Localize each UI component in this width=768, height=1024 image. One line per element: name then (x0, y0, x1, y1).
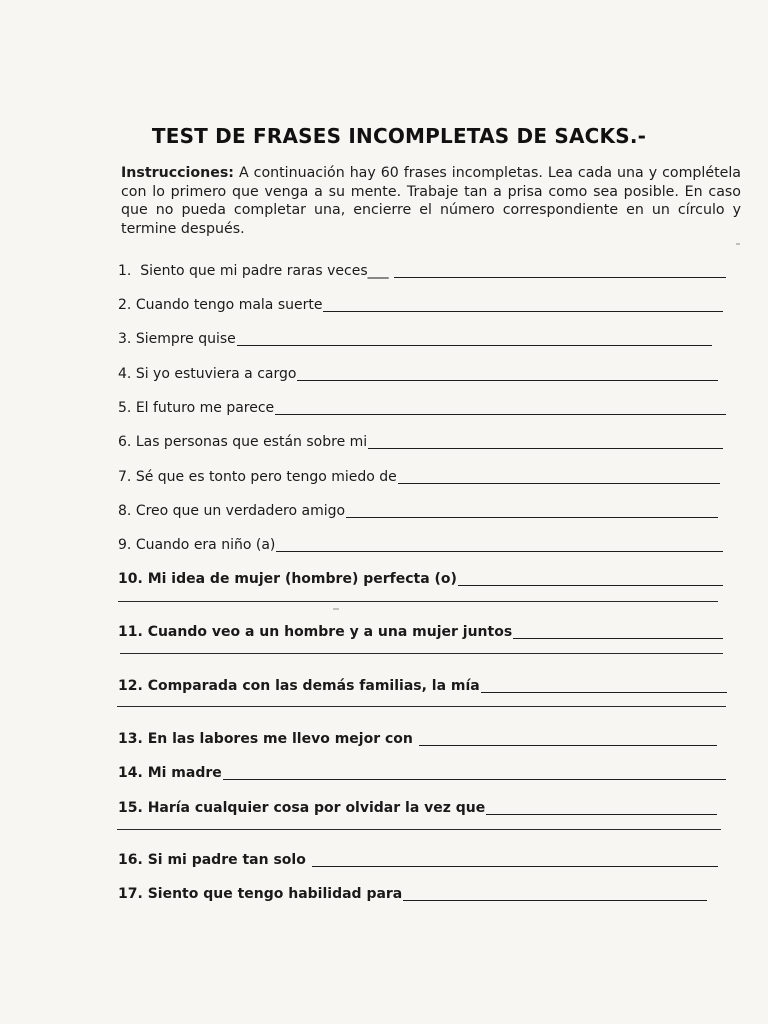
item-number: 9. (118, 537, 136, 553)
item-number: 11. (118, 624, 148, 640)
answer-line[interactable] (297, 380, 718, 381)
item-prompt: El futuro me parece (135, 400, 275, 416)
item-prompt: En las labores me llevo mejor con (147, 731, 418, 747)
answer-line[interactable] (486, 814, 717, 815)
item-number: 14. (118, 765, 148, 781)
answer-line[interactable] (398, 483, 720, 484)
answer-line[interactable] (419, 745, 717, 746)
item-prompt: Comparada con las demás familias, la mía (147, 678, 480, 694)
item-prompt: Cuando veo a un hombre y a una mujer juntos (147, 624, 513, 640)
item-prompt: Si yo estuviera a cargo (135, 366, 297, 382)
item-prompt: Creo que un verdadero amigo (135, 503, 346, 519)
answer-line[interactable] (394, 277, 726, 278)
instructions-lead: Instrucciones: (121, 165, 234, 181)
item-prompt: Si mi padre tan solo (147, 852, 311, 868)
item-number: 3. (118, 331, 136, 347)
item-prompt: Siento que tengo habilidad para (147, 886, 403, 902)
sentence-item-15 (118, 795, 717, 817)
sentence-item-5 (118, 395, 726, 417)
sentence-item-4 (118, 361, 718, 383)
answer-line[interactable] (276, 551, 723, 552)
item-prompt: Siento que mi padre raras veces___ (140, 263, 394, 279)
answer-line-continuation[interactable] (117, 829, 721, 830)
sentence-item-7 (118, 464, 720, 486)
sentence-item-6 (118, 429, 723, 451)
answer-line-continuation[interactable] (120, 653, 723, 654)
sentence-item-10 (118, 566, 723, 588)
sentence-item-11 (118, 619, 723, 641)
answer-line[interactable] (458, 585, 723, 586)
sentence-item-14 (118, 760, 726, 782)
item-number: 15. (118, 800, 148, 816)
answer-line[interactable] (346, 517, 718, 518)
sentence-item-9 (118, 532, 723, 554)
sentence-item-12 (118, 673, 727, 695)
item-prompt: Sé que es tonto pero tengo miedo de (135, 469, 397, 485)
answer-line[interactable] (237, 345, 712, 346)
item-prompt: Cuando era niño (a) (135, 537, 276, 553)
item-number: 7. (118, 469, 136, 485)
item-number: 10. (118, 571, 148, 587)
item-prompt: Las personas que están sobre mi (135, 434, 368, 450)
item-number: 5. (118, 400, 136, 416)
item-number: 12. (118, 678, 148, 694)
scan-speck (333, 608, 339, 610)
answer-line[interactable] (403, 900, 707, 901)
item-number: 2. (118, 297, 136, 313)
item-prompt: Haría cualquier cosa por olvidar la vez que (147, 800, 486, 816)
sentence-item-1 (118, 258, 726, 280)
sentence-item-16 (118, 847, 718, 869)
answer-line[interactable] (275, 414, 726, 415)
item-number: 1. (118, 263, 141, 279)
instructions-paragraph (121, 164, 741, 238)
sentence-item-2 (118, 292, 723, 314)
sentence-item-17 (118, 881, 707, 903)
item-prompt: Cuando tengo mala suerte (135, 297, 323, 313)
sentence-item-8 (118, 498, 718, 520)
answer-line[interactable] (223, 779, 726, 780)
item-number: 16. (118, 852, 148, 868)
answer-line-continuation[interactable] (117, 706, 726, 707)
item-prompt: Mi idea de mujer (hombre) perfecta (o) (147, 571, 457, 587)
page-title: TEST DE FRASES INCOMPLETAS DE SACKS.- (151, 124, 647, 148)
answer-line[interactable] (481, 692, 727, 693)
instructions-body: A continuación hay 60 frases incompletas. Lea cada una y complétela con lo primero que venga a su mente. Trabaje tan a prisa como sea posible. En caso que no pueda completar una, encierre el número correspondiente en un círculo y termine después. (121, 165, 741, 237)
item-number: 4. (118, 366, 136, 382)
answer-line[interactable] (312, 866, 718, 867)
item-prompt: Mi madre (147, 765, 222, 781)
item-prompt: Siempre quise (135, 331, 236, 347)
item-number: 8. (118, 503, 136, 519)
answer-line[interactable] (323, 311, 723, 312)
answer-line[interactable] (368, 448, 723, 449)
answer-line-continuation[interactable] (118, 601, 718, 602)
item-number: 17. (118, 886, 148, 902)
scan-speck (736, 243, 740, 245)
answer-line[interactable] (513, 638, 723, 639)
sentence-item-3 (118, 326, 712, 348)
item-number: 13. (118, 731, 148, 747)
item-number: 6. (118, 434, 136, 450)
sentence-item-13 (118, 726, 717, 748)
